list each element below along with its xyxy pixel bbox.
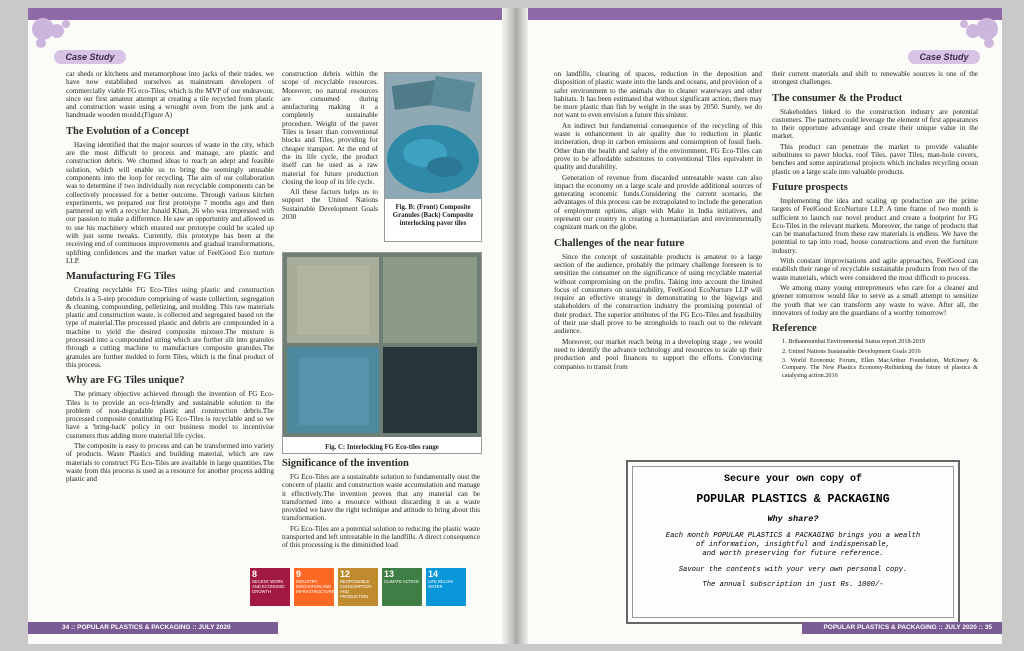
figure-c xyxy=(282,252,482,454)
ad-body-line: of information, insightful and indispensable, xyxy=(695,541,891,549)
subscription-ad xyxy=(626,460,960,624)
right-page xyxy=(528,8,1002,644)
ad-title: POPULAR PLASTICS & PACKAGING xyxy=(696,493,890,506)
ad-line1: Secure your own copy of xyxy=(723,474,863,485)
footer-text: POPULAR PLASTICS & PACKAGING :: JULY 2020 :: 35 xyxy=(823,624,992,631)
paragraph: An indirect but fundamental consequence of the recycling of this waste is enhancement in air quality due to reduction in plastic incineration, drop in carbon emissions and consumption of fossil fuels. Other than the health and safety of the environment, FG Eco-Tiles can prove to be affordable substitutes to conventional Tiles equivalent in quality and durability. xyxy=(554,121,762,172)
left-page xyxy=(28,8,502,644)
paragraph: Creating recyclable FG Eco-Tiles using plastic and construction debris is a 5-step procedure comprising of waste collection, segregation & cleaning, compounding, pelletizing, and molding. This raw materials plastic and construction waste, is collected and segregated based on the type of material.The processed plastic and debris are compounded in a machine to yield the desired composite mixture.The mixture is processed into a compounded string which are further slit into granules through a cutting machine to manufacture composite granules.The granules are further molded to form Tiles, which is the final product of this process. xyxy=(66,286,274,369)
paragraph: With constant improvisations and agile approaches, FeelGood can establish their range of recyclable sustainable products from two of the waste materials, which were considered the most difficult to process. xyxy=(772,257,978,282)
right-column-2 xyxy=(772,70,978,381)
sdg-icons xyxy=(250,568,466,606)
paragraph: The primary objective achieved through the invention of FG Eco-Tiles is to provide an eco-friendly and sustainable solution to the problem of non-degradable plastic and construction debris.The processed composite constituting FG Eco-Tiles is recyclable and so we have a 'bring-back' policy in our business model to incentivise customers thus adding more material life cycles. xyxy=(66,390,274,440)
paragraph: We among many young entrepreneurs who care for a cleaner and greener tomorrow would like to serve as a small attempt to sensitize the youth that we can transform any waste to wave. After all, the innovators of today are the guardians of a worthy tomorrow! xyxy=(772,283,978,317)
section-heading: Challenges of the near future xyxy=(554,237,685,249)
left-column-2-bottom xyxy=(282,458,480,552)
paragraph: car sheds or kitchens and metamorphose into jacks of their trades, we have now established ourselves as mainstream developers of commercially viable FG eco-Tiles, which is the MVP of our endeavour, since our first amateur attempt at creating a tile recycled from plastic and construction waste using a wrought oven from the junk and a handmade wooden mould.(Figure A) xyxy=(66,70,274,120)
section-heading: Why are FG Tiles unique? xyxy=(66,375,185,387)
paragraph: FG Eco-Tiles are a sustainable solution to fundamentally oust the concern of plastic and construction waste accumulation and manage it effectively.The invention proves that any material can be transformed into a resource without discarding it as a waste provided we have the right technique and attitude to bring about this transformation. xyxy=(282,473,480,523)
ad-subscription: The annual subscription in just Rs. 1000/- xyxy=(702,581,884,589)
paragraph: FG Eco-Tiles are a potential solution to reducing the plastic waste transported and left untreatable in the landfills. A direct consequence of this processing is the diminished load xyxy=(282,524,480,550)
footer-text: 34 :: POPULAR PLASTICS & PACKAGING :: JULY 2020 xyxy=(62,624,231,631)
section-heading: Manufacturing FG Tiles xyxy=(66,271,176,283)
section-heading: The consumer & the Product xyxy=(772,92,903,104)
section-heading: The Evolution of a Concept xyxy=(66,125,190,137)
ad-body-line: and worth preserving for future reference. xyxy=(702,550,884,558)
section-heading: Future prospects xyxy=(772,181,848,193)
section-tag: Case Study xyxy=(908,50,980,64)
tiles-image xyxy=(283,253,481,437)
sdg-8-icon: 8 DECENT WORK AND ECONOMIC GROWTH xyxy=(250,568,290,606)
section-tag: Case Study xyxy=(54,50,126,64)
paragraph: Implementing the idea and scaling up production are the prime targets of FeelGood EcoNurture LLP. A time frame of two month is sufficient to launch our novel product and create a footprint for FG Eco-Tiles in the relevant markets. Moreover, the range of products that can be manufactured from these raw materials is endless. We have the potential to tap into road, house constructions and even the furniture industry. xyxy=(772,196,978,255)
section-heading: Reference xyxy=(772,323,817,335)
paragraph: on landfills, clearing of spaces, reduction in the deposition and disposition of plastic waste into the lands and oceans, and provision of a safer environment to the animals due to cleaner waterways and other habitats. It has been estimated that without significant action, there may be more plastic than fish by weight in the seas by 2050. Surely, we do not want to even envision a future this sinister. xyxy=(554,70,762,120)
right-column-1 xyxy=(554,70,762,373)
granules-image xyxy=(385,73,481,199)
paragraph: Having identified that the major sources of waste in the city, which are the most difficult to process and manage, are plastic and construction debris. We churned ideas to reach an adept and feasible solution, which will enable us to bring the seemingly unusable components into the loop for recycling. The aim of our collaboration was to determine if two individually non recyclable components can be collectively processed for a better outcome. Through various kitchen experiments, we prepared our first prototype 7 months ago and then partnered up with a recycler Junaid Khan, 26 who was impressed with our passion to make a difference. He saw an opportunity and allowed us to use his machinery which ensured our prototype could be scaled up with just some tweaks. Currently, this prototype has been at the receiving end of continuous improvements and gradual transformations, uplifting confidences and the market value of FeelGood Eco nurture LLP. xyxy=(66,140,274,265)
ad-inner-border xyxy=(632,466,954,618)
paragraph: their current materials and shift to renewable sources is one of the strongest challenges. xyxy=(772,70,978,87)
sdg-13-icon: 13 CLIMATE ACTION xyxy=(382,568,422,606)
book-spine xyxy=(502,8,528,644)
paragraph: Since the concept of sustainable products is amateur to a large section of the audience, probably the primary challenge foreseen is to sensitize the consumer on the significance of using recyclable material without compromising on the profits. Taking into account the limited focus of consumers on sustainability, FeelGood EcoNurture LLP will require an effective strategy in demonstrating to the bigwigs and stakeholders of the construction industry the promising potential of their product. The superior attributes of the FG Eco-Tiles and feasibility of their use shall prove to be strongholds to reach out to the relevant audience. xyxy=(554,252,762,336)
paragraph: Generation of revenue from discarded untreatable waste can also impact the economy on a large scale and provide additional sources of generating economic funds.Considering the current scenario, the advantages of this process can be extrapolated to include the generation of employment options, align with Make in India initiatives, and represent our country in creating a humanitarian and environmentally cognizant mark on the globe. xyxy=(554,173,762,232)
paragraph: Stakeholders linked to the construction industry are potential customers. The partners could leverage the element of first appearances to their opportune advantage and create their unique value in the market. xyxy=(772,107,978,141)
sdg-9-icon: 9 INDUSTRY, INNOVATION AND INFRASTRUCTURE xyxy=(294,568,334,606)
sdg-14-icon: 14 LIFE BELOW WATER xyxy=(426,568,466,606)
ad-why: Why share? xyxy=(767,514,819,524)
reference-item: 1. Brihanmumbai Environmental Status report 2018-2019 xyxy=(782,338,925,346)
paragraph: construction debris within the scope of recyclable resources. Moreover, no natural resources are consumed during anufacturing making it a completely sustainable procedure. Weight of the paver Tiles is lesser than conventional blocks and Tiles, providing for cheaper transport. At the end of the its life cycle, the product itself can be used as a raw material for future production closing the loop of its life cycle. xyxy=(282,70,378,186)
sdg-12-icon: 12 RESPONSIBLE CONSUMPTION AND PRODUCTION xyxy=(338,568,378,606)
left-column-1 xyxy=(66,70,274,485)
paragraph: All these factors helps us to support the United Nations Sustainable Development Goals 2030 xyxy=(282,188,378,222)
section-heading: Significance of the invention xyxy=(282,458,409,469)
ad-body-line: Each month POPULAR PLASTICS & PACKAGING brings you a wealth xyxy=(665,532,921,540)
paragraph: The composite is easy to process and can be transformed into variety of products. Waste Plastics and building material, which are raw materials to construct FG Eco-Tiles are available in large quantities.The waste from this process is used as a resource for another process adding plastic and xyxy=(66,441,274,484)
page-footer xyxy=(528,622,1002,634)
figure-b xyxy=(384,72,482,242)
ad-savour: Savour the contents with your very own personal copy. xyxy=(678,566,908,574)
figure-caption: Fig. C: Interlocking FG Eco-tiles range xyxy=(325,444,439,451)
figure-caption: Fig. B: (Front) Composite Granules (Back) Composite interlocking paver tiles xyxy=(392,204,474,227)
paragraph: This product can penetrate the market to provide valuable substitutes to paver blocks, roof Tiles, paver Tiles, man-hole covers, benches and some aspirational projects which includes recycling ocean plastic on a large scale into valuable products. xyxy=(772,142,978,176)
left-column-2-top xyxy=(282,70,378,223)
reference-item: 3. World Economic Forum, Ellen MacArthur Foundation, McKinsey & Company. The New Plastics Economy-Rethinking the future of plastics & catalysing action.2016 xyxy=(782,356,978,379)
paragraph: Moreover, our market reach being in a developing stage , we would need to identify the advance technology and resources to scale up their production and pool finances to support the efforts. Convincing companies to transit from xyxy=(554,337,762,371)
reference-item: 2. United Nations Sustainable Development Goals 2016 xyxy=(782,347,921,355)
page-footer xyxy=(28,622,502,634)
